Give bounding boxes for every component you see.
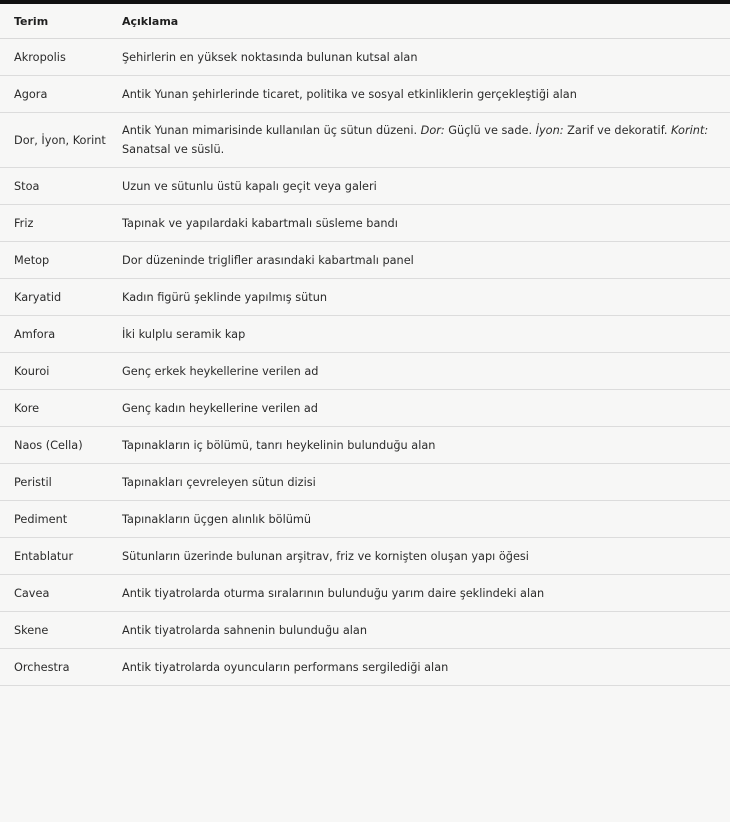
table-row [0,242,730,279]
table-row [0,501,730,538]
description-cell: Genç erkek heykellerine verilen ad [110,353,730,390]
header-description: Açıklama [110,4,730,39]
table-row [0,205,730,242]
table-row [0,76,730,113]
description-cell: Şehirlerin en yüksek noktasında bulunan kutsal alan [110,39,730,76]
table-row [0,279,730,316]
iyon-text: Zarif ve dekoratif. [563,124,672,137]
term-cell: Orchestra [0,649,110,686]
table-row [0,464,730,501]
term-cell: Cavea [0,575,110,612]
term-cell: Naos (Cella) [0,427,110,464]
description-cell: Antik tiyatrolarda oyuncuların performans sergilediği alan [110,649,730,686]
dor-text: Güçlü ve sade. [444,124,536,137]
table-row [0,353,730,390]
description-cell: Tapınakların iç bölümü, tanrı heykelinin bulunduğu alan [110,427,730,464]
table-row [0,39,730,76]
korint-label: Korint: [671,124,709,137]
term-cell: Karyatid [0,279,110,316]
description-cell: Tapınakların üçgen alınlık bölümü [110,501,730,538]
description-cell: Antik Yunan şehirlerinde ticaret, politika ve sosyal etkinliklerin gerçekleştiği alan [110,76,730,113]
table-row [0,649,730,686]
header-term: Terim [0,4,110,39]
iyon-label: İyon: [535,124,564,137]
term-cell: Kore [0,390,110,427]
term-cell: Kouroi [0,353,110,390]
description-cell: Uzun ve sütunlu üstü kapalı geçit veya galeri [110,168,730,205]
terms-table [0,4,730,686]
description-cell: Antik tiyatrolarda oturma sıralarının bulunduğu yarım daire şeklindeki alan [110,575,730,612]
table-row [0,538,730,575]
table-row [0,316,730,353]
term-cell: Friz [0,205,110,242]
term-cell: Entablatur [0,538,110,575]
table-row [0,168,730,205]
description-intro: Antik Yunan mimarisinde kullanılan üç sütun düzeni. [122,124,421,137]
term-cell: Dor, İyon, Korint [0,113,110,168]
description-cell: Tapınakları çevreleyen sütun dizisi [110,464,730,501]
description-cell: İki kulplu seramik kap [110,316,730,353]
table-row [0,390,730,427]
term-cell: Akropolis [0,39,110,76]
description-cell [110,113,730,168]
term-cell: Skene [0,612,110,649]
table-row [0,575,730,612]
description-cell: Antik tiyatrolarda sahnenin bulunduğu alan [110,612,730,649]
description-cell: Sütunların üzerinde bulunan arşitrav, friz ve kornişten oluşan yapı öğesi [110,538,730,575]
table-row [0,113,730,168]
description-cell: Tapınak ve yapılardaki kabartmalı süsleme bandı [110,205,730,242]
table-row [0,612,730,649]
description-cell: Kadın figürü şeklinde yapılmış sütun [110,279,730,316]
korint-text: Sanatsal ve süslü. [122,143,225,156]
term-cell: Metop [0,242,110,279]
table-row [0,427,730,464]
term-cell: Amfora [0,316,110,353]
term-cell: Peristil [0,464,110,501]
table-header-row [0,4,730,39]
description-cell: Genç kadın heykellerine verilen ad [110,390,730,427]
term-cell: Agora [0,76,110,113]
dor-label: Dor: [420,124,445,137]
description-cell: Dor düzeninde triglifler arasındaki kabartmalı panel [110,242,730,279]
term-cell: Pediment [0,501,110,538]
term-cell: Stoa [0,168,110,205]
